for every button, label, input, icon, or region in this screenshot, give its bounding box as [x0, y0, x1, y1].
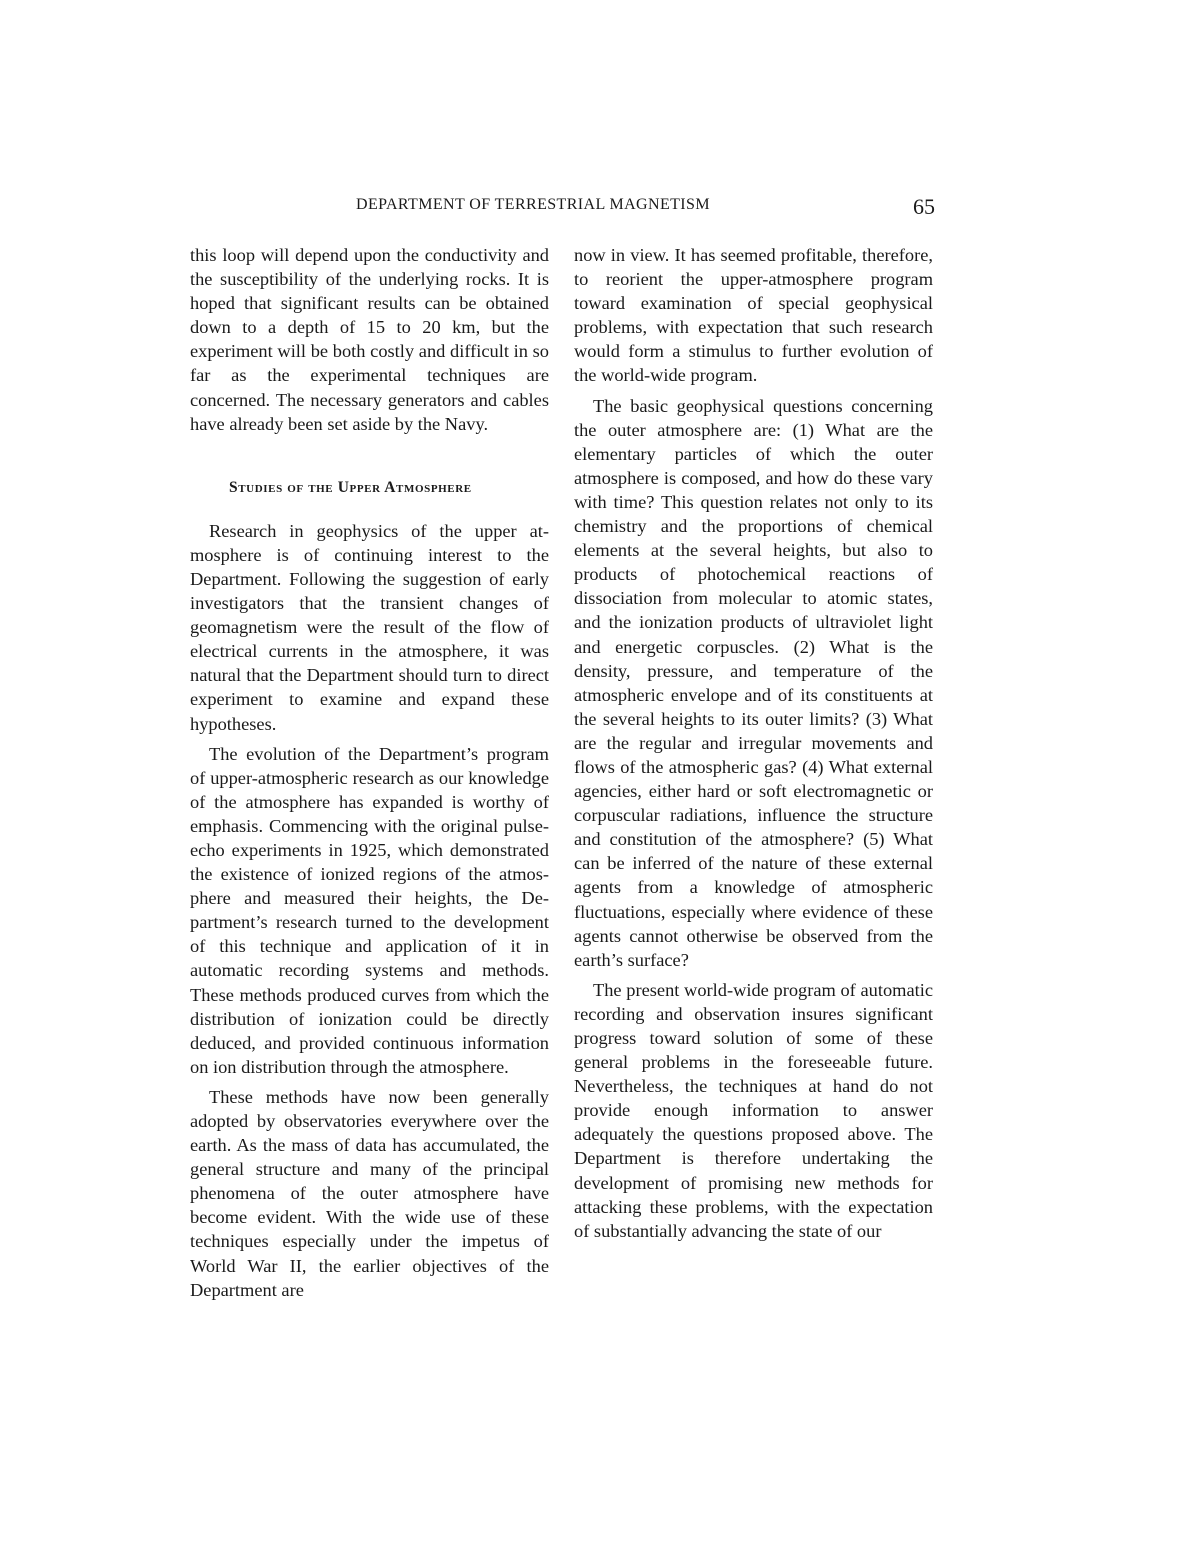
paragraph-present-program: The present world-wide program of automatic recording and observation insures significant progress toward solution of some of these general problems in the foreseeable future. Nevertheless, the techniques at hand do not provide enough information to answer adequately the questions proposed above. The Department is therefore undertaking the development of promising new methods for attacking these problems, with the expectation of substantially advancing the state of our	[574, 979, 933, 1241]
right-column	[574, 243, 933, 1243]
left-column	[190, 243, 549, 1302]
running-head	[190, 196, 935, 222]
paragraph-program-evolution: The evolution of the Department’s program of upper-atmospheric research as our knowledge of the atmosphere has expanded is worthy of emphasis. Commencing with the original pulse-echo experiments in 1925, which demonstrated the existence of ionized regions of the atmosphere and measured their heights, the Department’s research turned to the development of this technique and application of it in automatic recording systems and methods. These methods produced curves from which the distribution of ionization could be directly deduced, and provided continuous information on ion distribution through the atmosphere.	[190, 743, 549, 1077]
page-number: 65	[913, 194, 935, 219]
paragraph-research-geophysics: Research in geophysics of the upper atmosphere is of continuing interest to the Department. Following the suggestion of early investigators that the transient changes of geomagnetism were the result of the flow of electrical currents in the atmosphere, it was natural that the Department should turn to direct experiment to examine and expand these hypotheses.	[190, 520, 549, 734]
paragraph-geophysical-questions: The basic geophysical questions concerning the outer atmosphere are: (1) What are the elementary particles of which the outer atmosphere is composed, and how do these vary with time? This question relates not only to its chemistry and the proportions of chemical elements at the several heights, but also to products of photochemical reactions of dissociation from molecular to atomic states, and the ionization products of ultraviolet light and energetic corpuscles. (2) What is the density, pressure, and temperature of the atmospheric envelope and of its constituents at the several heights to its outer limits? (3) What are the regular and irregular movements and flows of the atmospheric gas? (4) What external agencies, either hard or soft electromagnetic or corpuscular radiations, influence the structure and constitution of the atmosphere? (5) What can be inferred of the nature of these external agents from a knowledge of atmospheric fluctuations, especially where evidence of these agents cannot otherwise be observed from the earth’s surface?	[574, 395, 933, 970]
running-title: DEPARTMENT OF TERRESTRIAL MAGNETISM	[356, 196, 710, 213]
paragraph-methods-adopted: These methods have now been generally adopted by observatories everywhere over the earth. As the mass of data has accumulated, the general structure and many of the principal phenomena of the outer atmosphere have become evident. With the wide use of these techniques especially under the impetus of World War II, the earlier objectives of the Department are	[190, 1086, 549, 1300]
paragraph-reorient-program: now in view. It has seemed profitable, therefore, to reorient the upper-atmosphere program toward examination of special geophysical problems, with expectation that such research would form a stimulus to further evolution of the world-wide program.	[574, 245, 933, 386]
paragraph-loop-experiment: this loop will depend upon the conductivity and the susceptibility of the underlying rocks. It is hoped that significant results can be obtained down to a depth of 15 to 20 km, but the experiment will be both costly and difficult in so far as the experimental techniques are concerned. The necessary generators and cables have already been set aside by the Navy.	[190, 245, 549, 434]
section-heading: Studies of the Upper Atmosphere	[229, 478, 472, 496]
